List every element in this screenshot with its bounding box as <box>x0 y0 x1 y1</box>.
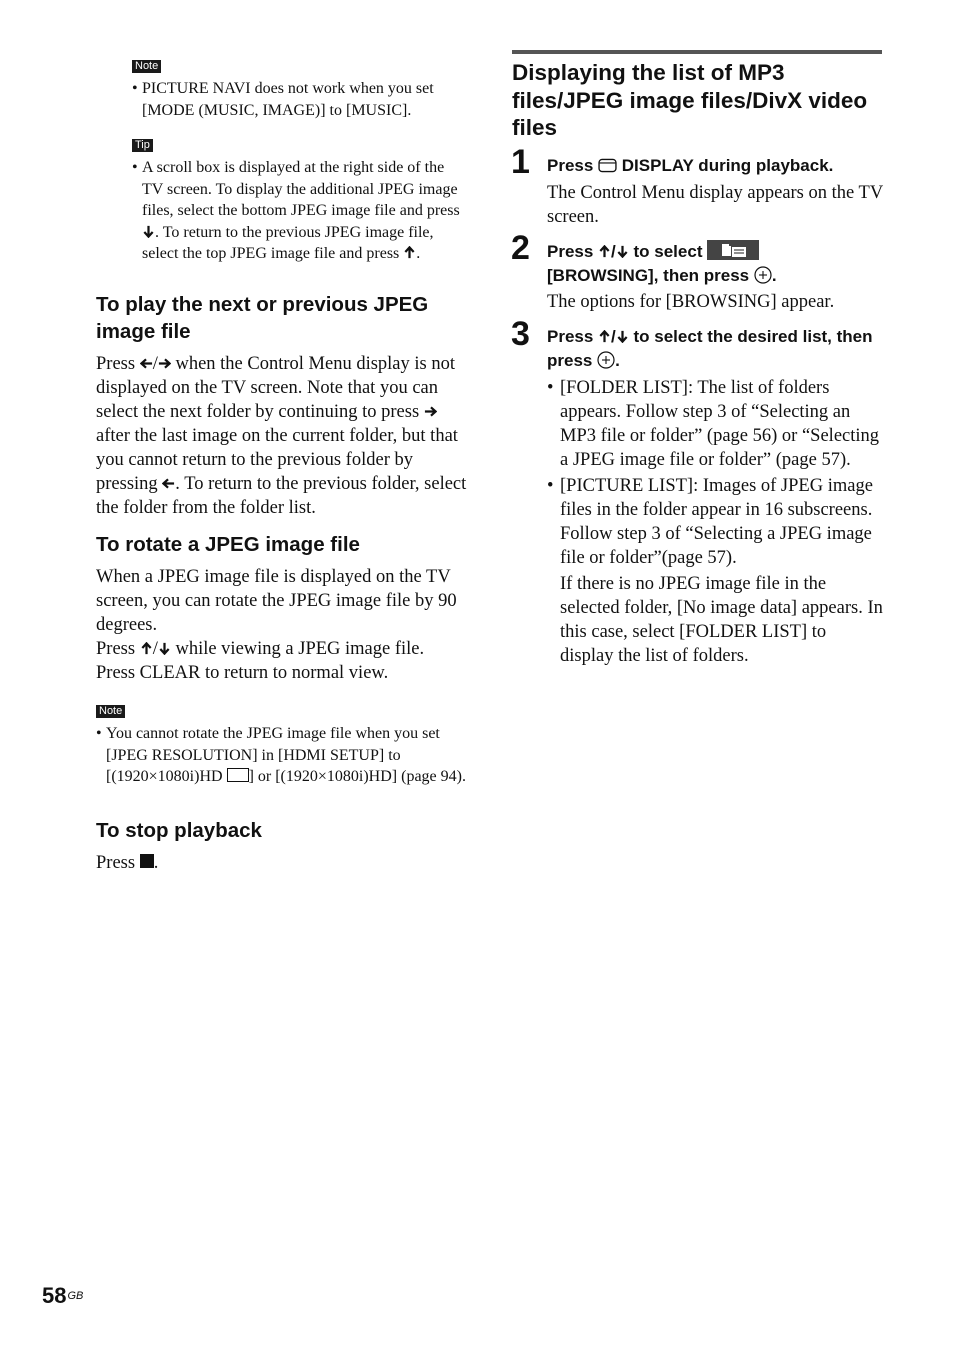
stop-icon <box>140 854 154 868</box>
step-instruction: Press / to select the desired list, then press . <box>547 327 873 370</box>
arrow-right-icon <box>158 357 171 370</box>
section-stop <box>96 817 468 875</box>
note-block-2 <box>96 701 468 788</box>
step-instruction: Press DISPLAY during playback. <box>547 156 834 175</box>
note-label: Note <box>96 705 125 718</box>
arrow-left-icon <box>140 357 153 370</box>
arrow-down-icon <box>158 642 171 655</box>
tip-text: • A scroll box is displayed at the right side of the TV screen. To display the additional JPEG image files, select the bottom JPEG image file and press . To return to the previous JPEG image file, select the top JPEG image file and press . <box>132 159 460 263</box>
step-extra-paragraph: If there is no JPEG image file in the selected folder, [No image data] appears. In this case, select [FOLDER LIST] to display the list of folders. <box>560 574 883 666</box>
section-paragraph: Press / while viewing a JPEG image file. <box>96 639 425 659</box>
section-next-previous <box>96 291 468 520</box>
note-text: • You cannot rotate the JPEG image file when you set [JPEG RESOLUTION] in [HDMI SETUP] to [(1920×1080i)HD ] or [(1920×1080i)HD] (page 94). <box>96 725 466 786</box>
section-rotate <box>96 531 468 685</box>
section-heading: To rotate a JPEG image file <box>96 533 360 556</box>
section-paragraph: Press . <box>96 853 159 873</box>
step-3 <box>547 325 883 668</box>
section-paragraph: Press CLEAR to return to normal view. <box>96 663 389 683</box>
arrow-down-icon <box>616 245 629 258</box>
page-number: $58^{GB}$ <box>42 1283 84 1308</box>
section-paragraph: Press / when the Control Menu display is not displayed on the TV screen. Note that you can select the next folder by continuing to press after the last image on the current folder, but that you cannot return to the previous folder by pressing . To return to the previous folder, select the folder from the folder list. <box>96 354 467 518</box>
step-1 <box>547 154 883 229</box>
section-paragraph: When a JPEG image file is displayed on the TV screen, you can rotate the JPEG image file by 90 degrees. <box>96 567 457 635</box>
step-number: 3 <box>511 315 530 353</box>
heading-rule <box>512 50 882 54</box>
enter-button-icon <box>597 351 615 369</box>
tip-block <box>132 135 466 265</box>
step-number: 2 <box>511 229 530 267</box>
list-item: • [FOLDER LIST]: The list of folders appears. Follow step 3 of “Selecting an MP3 file or folder” (page 56) or “Selecting a JPEG image file or folder” (page 57). <box>547 378 880 470</box>
arrow-down-icon <box>616 330 629 343</box>
browsing-menu-icon <box>707 240 759 260</box>
display-button-icon <box>598 158 617 173</box>
section-heading: To play the next or previous JPEG image file <box>96 293 429 343</box>
step-instruction: Press / to select [BROWSING], then press . <box>547 242 777 285</box>
region-code: GB <box>67 1290 84 1302</box>
arrow-right-icon <box>424 405 437 418</box>
arrow-up-icon <box>598 330 611 343</box>
arrow-left-icon <box>162 477 175 490</box>
list-item: • [PICTURE LIST]: Images of JPEG image files in the folder appear in 16 subscreens. Follow step 3 of “Selecting a JPEG image file or folder”(page 57). <box>547 476 873 568</box>
arrow-up-icon <box>403 246 416 259</box>
arrow-up-icon <box>598 245 611 258</box>
step-body: The options for [BROWSING] appear. <box>547 292 835 312</box>
resolution-frame-icon <box>227 768 249 782</box>
note-block-1 <box>132 56 466 121</box>
step-2 <box>547 240 883 314</box>
main-heading: Displaying the list of MP3 files/JPEG image files/DivX video files <box>512 60 868 140</box>
arrow-up-icon <box>140 642 153 655</box>
enter-button-icon <box>754 266 772 284</box>
note-text: • PICTURE NAVI does not work when you set [MODE (MUSIC, IMAGE)] to [MUSIC]. <box>132 80 434 119</box>
section-heading: To stop playback <box>96 819 262 842</box>
step-number: 1 <box>511 143 530 181</box>
arrow-down-icon <box>142 225 155 238</box>
step-body: The Control Menu display appears on the TV screen. <box>547 182 883 227</box>
note-label: Note <box>132 60 161 73</box>
tip-label: Tip <box>132 139 153 152</box>
